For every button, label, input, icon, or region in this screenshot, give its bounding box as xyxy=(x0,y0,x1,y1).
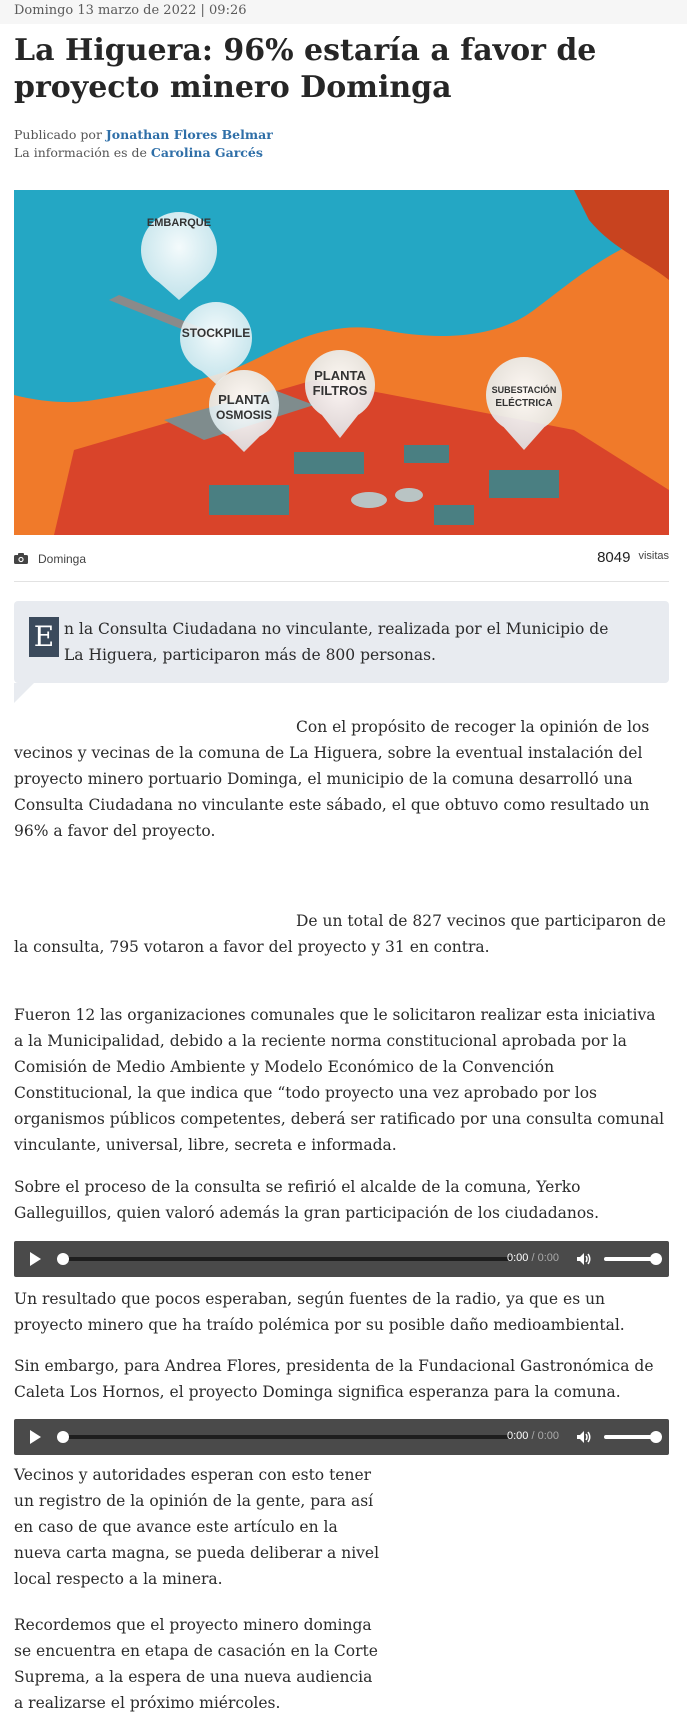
current-time: 0:00 xyxy=(507,1430,529,1442)
osmosis-building xyxy=(209,485,289,515)
label-subestacion-2: ELÉCTRICA xyxy=(495,398,553,409)
body-paragraph-6: Sin embargo, para Andrea Flores, presidenta de la Fundacional Gastronómica de Caleta Los Hornos, el proyecto Dominga significa esperanza para la comuna. xyxy=(14,1357,654,1401)
duration: 0:00 xyxy=(537,1430,560,1442)
audio-player-1 xyxy=(14,1241,669,1277)
volume-icon[interactable] xyxy=(576,1252,592,1266)
hero-image xyxy=(14,190,669,535)
camera-icon xyxy=(14,553,28,564)
body-paragraph-7: Vecinos y autoridades esperan con esto tener un registro de la opinión de la gente, para así en caso de que avance este artículo en la nueva carta magna, se pueda deliberar a nivel local respecto a la minera. xyxy=(14,1466,380,1588)
volume-icon[interactable] xyxy=(576,1430,592,1444)
label-planta-filtros-1: PLANTA xyxy=(314,368,366,383)
label-planta-osmosis-1: PLANTA xyxy=(218,392,270,407)
body-paragraph-4: Sobre el proceso de la consulta se refirió el alcalde de la comuna, Yerko Galleguillos, quien valoró además la gran participación de los ciudadanos. xyxy=(14,1178,600,1222)
storage-building xyxy=(404,445,449,463)
lead-box-tail xyxy=(14,683,34,703)
substation-building xyxy=(489,470,559,498)
filters-building xyxy=(294,452,364,474)
source-link[interactable]: Carolina Garcés xyxy=(150,145,263,160)
body-paragraph-3: Fueron 12 las organizaciones comunales que le solicitaron realizar esta iniciativa a la Municipalidad, debido a la reciente norma constitucional aprobada por la Comisión de Medio Ambiente y Modelo Económico de la Convención Constitucional, la que indica que “todo proyecto una vez aprobado por los organismos públicos competentes, deberá ser ratificado por una consulta comunal vinculante, universal, libre, secreta e informada. xyxy=(14,1006,665,1154)
volume-handle[interactable] xyxy=(650,1253,662,1265)
article-byline xyxy=(14,126,273,162)
label-subestacion-1: SUBESTACIÓN xyxy=(491,385,557,395)
visits-count: 8049 xyxy=(597,549,631,566)
lead-dropcap: E xyxy=(29,617,59,657)
play-icon[interactable] xyxy=(30,1252,41,1266)
body-paragraph-5: Un resultado que pocos esperaban, según fuentes de la radio, ya que es un proyecto minero que ha traído polémica por su posible daño medioambiental. xyxy=(14,1290,625,1334)
article-title: La Higuera: 96% estaría a favor de proyecto minero Dominga xyxy=(14,33,597,105)
seek-bar[interactable] xyxy=(60,1435,512,1439)
seek-handle[interactable] xyxy=(57,1431,69,1443)
lead-box xyxy=(14,601,669,683)
visits-label: visitas xyxy=(638,550,669,562)
label-planta-osmosis-2: OSMOSIS xyxy=(215,408,273,422)
byline-author-line xyxy=(14,126,273,144)
duration: 0:00 xyxy=(537,1252,560,1264)
author-link[interactable]: Jonathan Flores Belmar xyxy=(105,127,273,142)
audio-player-2 xyxy=(14,1419,669,1455)
tank-a xyxy=(351,492,387,508)
time-separator: / xyxy=(528,1430,538,1442)
tank-b xyxy=(395,488,423,502)
time-display xyxy=(507,1430,559,1442)
byline-info-prefix: La información es de xyxy=(14,145,151,160)
time-separator: / xyxy=(528,1252,538,1264)
lead-text: n la Consulta Ciudadana no vinculante, realizada por el Municipio de La Higuera, participaron más de 800 personas. xyxy=(64,620,609,664)
byline-published-prefix: Publicado por xyxy=(14,127,106,142)
visit-counter xyxy=(597,549,669,566)
body-paragraph-2: De un total de 827 vecinos que participaron de la consulta, 795 votaron a favor del proyecto y 31 en contra. xyxy=(14,912,666,956)
seek-bar[interactable] xyxy=(60,1257,512,1261)
hero-illustration xyxy=(14,190,669,535)
seek-handle[interactable] xyxy=(57,1253,69,1265)
image-caption: Dominga xyxy=(38,552,87,566)
small-building xyxy=(434,505,474,525)
image-caption-row xyxy=(14,548,669,582)
body-paragraph-1: Con el propósito de recoger la opinión de los vecinos y vecinas de la comuna de La Higuera, sobre la eventual instalación del proyecto minero portuario Dominga, el municipio de la comuna desarrolló una Consulta Ciudadana no vinculante este sábado, el que obtuvo como resultado un 96% a favor del proyecto. xyxy=(14,718,650,840)
current-time: 0:00 xyxy=(507,1252,529,1264)
volume-slider[interactable] xyxy=(604,1257,656,1261)
volume-handle[interactable] xyxy=(650,1431,662,1443)
label-embarque: EMBARQUE xyxy=(146,217,212,229)
article-dateline: Domingo 13 marzo de 2022 | 09:26 xyxy=(0,0,687,24)
time-display xyxy=(507,1252,559,1264)
body-paragraph-8: Recordemos que el proyecto minero dominga se encuentra en etapa de casación en la Corte Suprema, a la espera de una nueva audiencia a realizarse el próximo miércoles. xyxy=(14,1616,378,1712)
byline-source-line xyxy=(14,144,273,162)
volume-slider[interactable] xyxy=(604,1435,656,1439)
play-icon[interactable] xyxy=(30,1430,41,1444)
label-planta-filtros-2: FILTROS xyxy=(312,383,368,398)
label-stockpile: STOCKPILE xyxy=(181,326,251,340)
